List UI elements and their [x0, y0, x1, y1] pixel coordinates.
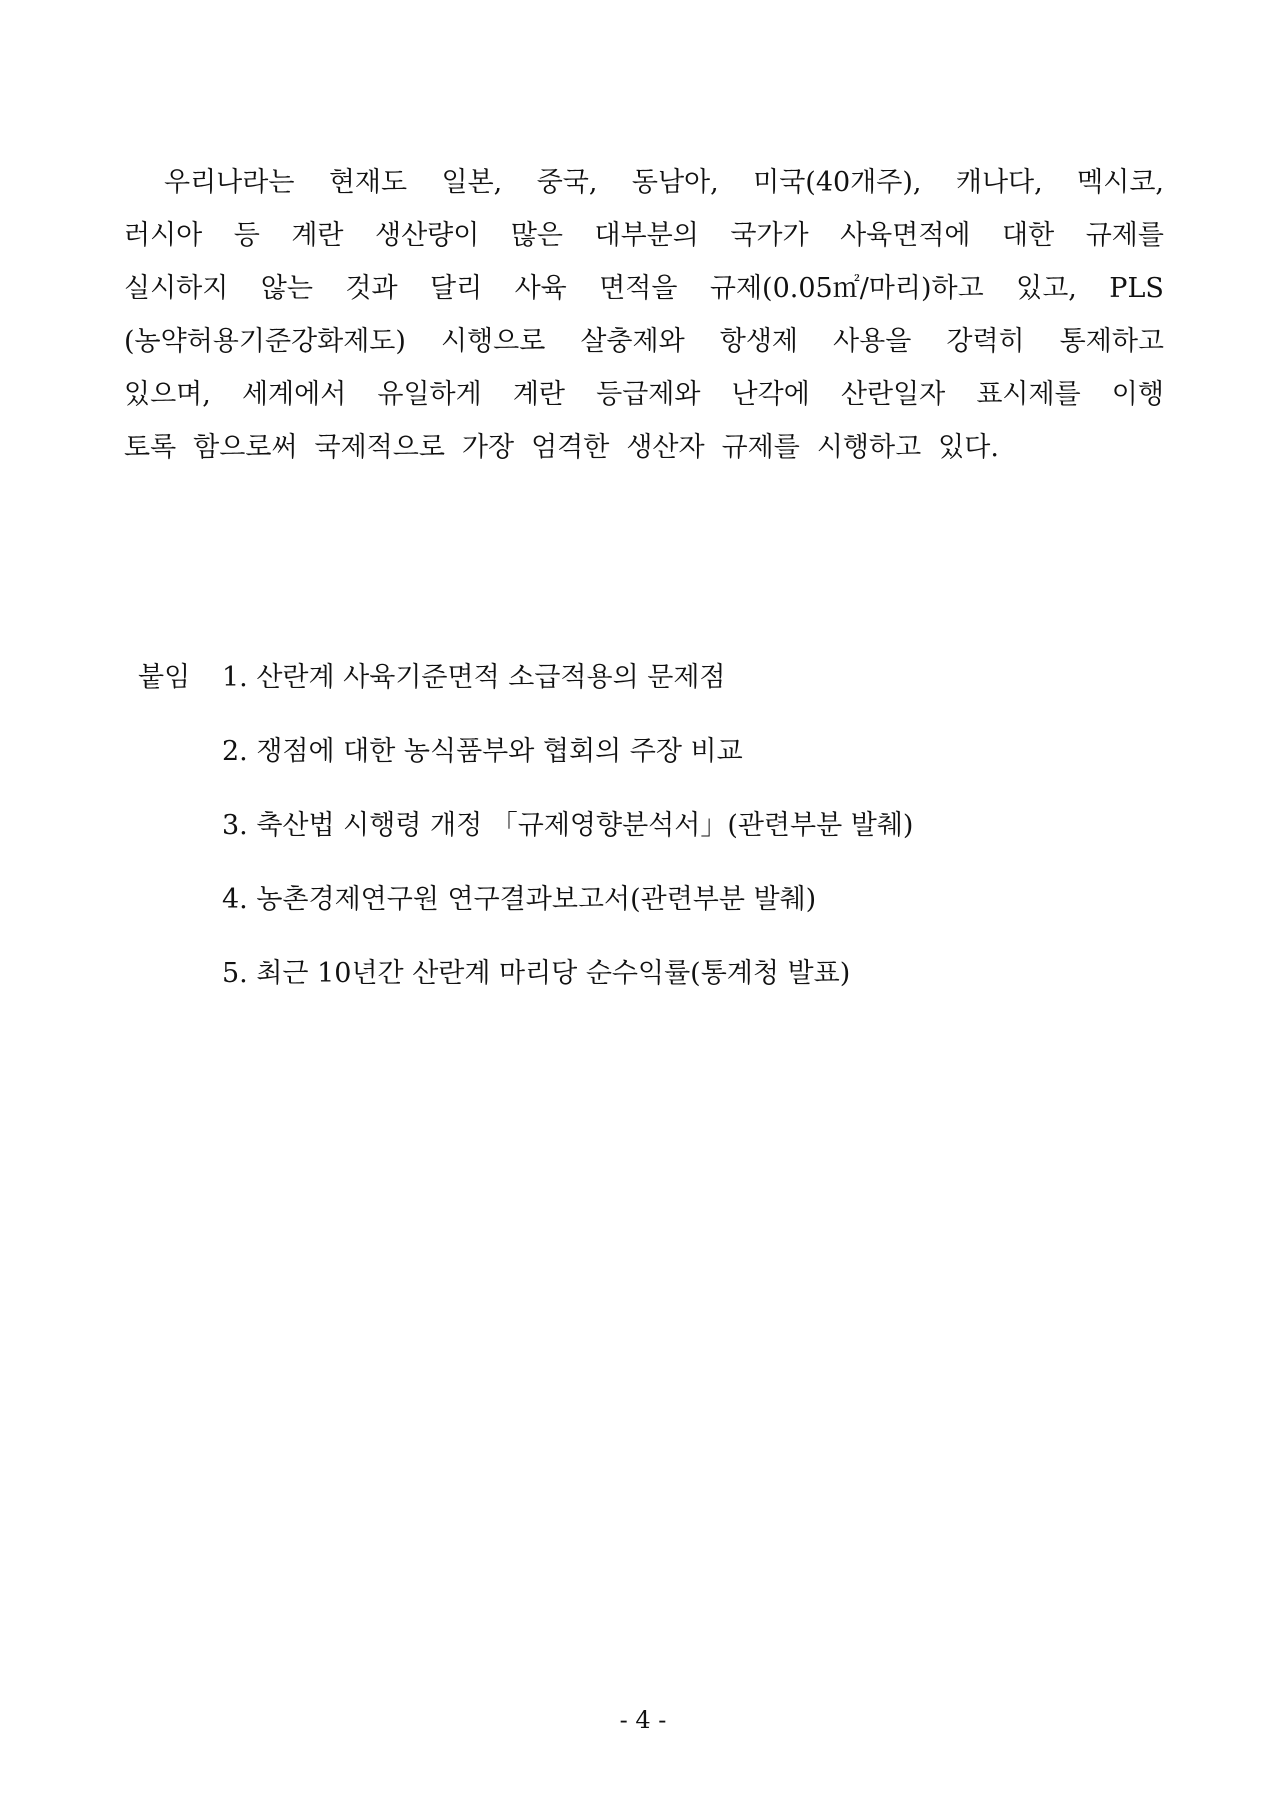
- paragraph-word: 항생제: [719, 326, 798, 357]
- paragraph-word: 이행: [1111, 379, 1164, 410]
- paragraph-word: 생산자: [626, 432, 705, 463]
- paragraph-word: 유일하게: [377, 379, 482, 410]
- paragraph-word: 국제적으로: [314, 432, 445, 463]
- paragraph-word: 것과: [345, 273, 398, 304]
- paragraph-line: [124, 368, 1164, 421]
- paragraph-word: 산란일자: [840, 379, 946, 410]
- paragraph-word: 대한: [1002, 220, 1055, 251]
- paragraph-word: 사육면적에: [840, 220, 971, 251]
- paragraph-word: 않는: [260, 273, 313, 304]
- paragraph-word: 일본,: [441, 167, 503, 198]
- paragraph-word: 사용을: [833, 326, 912, 357]
- attachment-row-4: [138, 874, 1138, 948]
- paragraph-word: 실시하지: [124, 273, 229, 304]
- paragraph-line: [124, 421, 1164, 474]
- paragraph-word: 가장: [461, 432, 515, 463]
- paragraph-word: 난각에: [731, 379, 810, 410]
- paragraph-line: [124, 209, 1164, 262]
- paragraph-word: 규제를: [1085, 220, 1164, 251]
- attachment-item: 1. 산란계 사육기준면적 소급적용의 문제점: [222, 662, 726, 693]
- paragraph-word: 캐나다,: [955, 167, 1043, 198]
- attachment-item: 4. 농촌경제연구원 연구결과보고서(관련부분 발췌): [222, 884, 817, 915]
- paragraph-word: 규제(0.05㎡/마리)하고: [709, 273, 984, 304]
- paragraph-word: 함으로써: [193, 432, 298, 463]
- attachment-row-2: [138, 726, 1138, 800]
- paragraph-word: 현재도: [328, 167, 408, 198]
- paragraph-word: 있고,: [1016, 273, 1077, 304]
- paragraph-word: 표시제를: [976, 379, 1081, 410]
- attachment-row-3: [138, 800, 1138, 874]
- paragraph-line: [124, 262, 1164, 315]
- paragraph-word: 생산량이: [375, 220, 480, 251]
- paragraph-word: 등급제와: [596, 379, 701, 410]
- paragraph-word: 중국,: [536, 167, 598, 198]
- paragraph-word: 강력히: [946, 326, 1025, 357]
- paragraph-word: 동남아,: [631, 167, 719, 198]
- paragraph-word: 사육: [514, 273, 567, 304]
- paragraph-word: 있으며,: [124, 379, 211, 410]
- paragraph-word: 살충제와: [580, 326, 685, 357]
- attachment-item: 5. 최근 10년간 산란계 마리당 순수익률(통계청 발표): [222, 958, 851, 989]
- paragraph-word: 있다.: [938, 432, 999, 463]
- attachment-item: 3. 축산법 시행령 개정 「규제영향분석서」(관련부분 발췌): [222, 810, 914, 841]
- attachment-row-1: [138, 652, 1138, 726]
- paragraph-word: 토록: [124, 432, 177, 463]
- paragraph-word: 시행으로: [440, 326, 546, 357]
- paragraph-word: 세계에서: [241, 379, 347, 410]
- paragraph-line: [124, 315, 1164, 368]
- attachments-label: 붙임: [138, 662, 191, 693]
- paragraph-word: 통제하고: [1059, 326, 1164, 357]
- paragraph-word: 미국(40개주),: [753, 167, 922, 198]
- body-paragraph: [124, 156, 1164, 474]
- paragraph-word: 엄격한: [531, 432, 610, 463]
- paragraph-word: 면적을: [599, 273, 678, 304]
- paragraph-word: 대부분의: [594, 220, 699, 251]
- paragraph-line: [124, 156, 1164, 209]
- paragraph-word: 많은: [510, 220, 564, 251]
- attachment-row-5: [138, 948, 1138, 1022]
- paragraph-word: 우리나라는: [164, 167, 295, 198]
- paragraph-word: 러시아: [124, 220, 203, 251]
- attachments-list: [138, 652, 1138, 1022]
- paragraph-word: 등: [233, 220, 260, 251]
- paragraph-word: 국가가: [730, 220, 809, 251]
- paragraph-word: PLS: [1109, 273, 1164, 304]
- attachment-item: 2. 쟁점에 대한 농식품부와 협회의 주장 비교: [222, 736, 743, 767]
- paragraph-word: 규제를: [721, 432, 800, 463]
- paragraph-word: 계란: [291, 220, 344, 251]
- paragraph-word: 달리: [429, 273, 483, 304]
- paragraph-word: (농약허용기준강화제도): [124, 326, 406, 357]
- paragraph-word: 시행하고: [816, 432, 922, 463]
- paragraph-word: 멕시코,: [1077, 167, 1164, 198]
- page-number: - 4 -: [619, 1706, 667, 1734]
- paragraph-word: 계란: [512, 379, 565, 410]
